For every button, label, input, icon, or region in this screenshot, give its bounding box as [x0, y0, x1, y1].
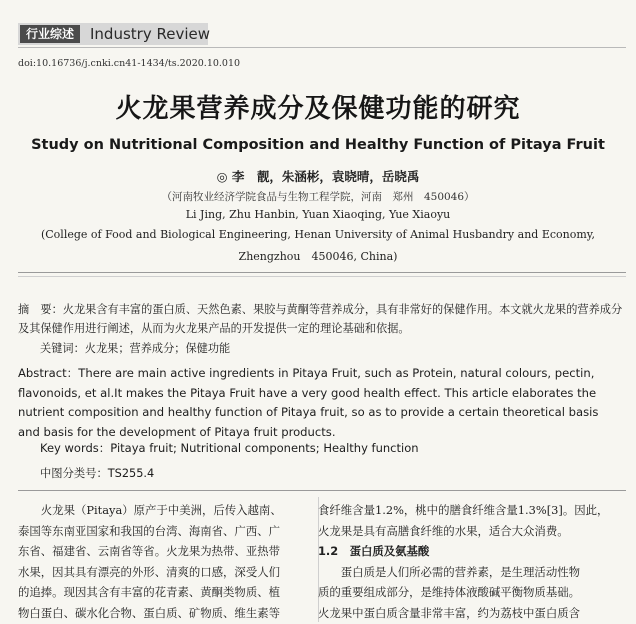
body-line: 质的重要组成部分，是维持体液酸碱平衡物质基础。: [318, 585, 580, 600]
affiliation-en-line1: (College of Food and Biological Engineering, Henan University of Animal Husbandry and Economy,: [40, 228, 596, 241]
body-column-right: [318, 500, 626, 624]
header-divider: [18, 47, 626, 48]
body-column-left: [18, 500, 308, 624]
section-label-en: Industry Review: [90, 25, 210, 43]
affiliation-en-line2: Zhengzhou 450046, China): [238, 250, 398, 263]
body-line: 水果，因其具有漂亮的外形、清爽的口感，深受人们: [18, 564, 280, 579]
body-line: 火龙果是具有高膳食纤维的水果，适合大众消费。: [318, 523, 569, 538]
section-heading: 1.2 蛋白质及氨基酸: [318, 544, 430, 559]
authors-en: Li Jing, Zhu Hanbin, Yuan Xiaoqing, Yue Xiaoyu: [185, 208, 451, 221]
body-line: 火龙果（Pitaya）原产于中美洲，后传入越南、: [18, 503, 282, 517]
body-line: 食纤维含量1.2%，桃中的膳食纤维含量1.3%[3]。因此，: [318, 503, 609, 517]
doi: doi:10.16736/j.cnki.cn41-1434/ts.2020.10.010: [18, 58, 241, 69]
body-top-rule: [18, 490, 626, 491]
body-line: 物白蛋白、碳水化合物、蛋白质、矿物质、维生素等: [18, 605, 280, 620]
body-line: 火龙果中蛋白质含量非常丰富，约为荔枝中蛋白质含: [318, 605, 580, 620]
keywords-en: Key words：Pitaya fruit; Nutritional components; Healthy function: [40, 441, 419, 455]
abstract-top-rule: [18, 272, 626, 273]
abstract-cn: 摘 要：火龙果含有丰富的蛋白质、天然色素、果胶与黄酮等营养成分，具有非常好的保健作用。本文就火龙果的营养成分及其保健作用进行阐述，从而为火龙果产品的开发提供一定的理论基础和依据。: [18, 303, 623, 335]
affiliation-cn: （河南牧业经济学院食品与生物工程学院，河南 郑州 450046）: [161, 191, 475, 203]
section-label-cn: 行业综述: [20, 25, 80, 43]
authors-cn: ◎ 李 靓，朱涵彬，袁晓晴，岳晓禹: [216, 169, 420, 184]
abstract-en: Abstract：There are main active ingredients in Pitaya Fruit, such as Protein, natural colours, pectin, flavonoids, et al.It makes the Pitaya Fruit have a very good health effect. This article elaborates the nutrient composition and healthy function of Pitaya fruit, so as to provide a certain theoretical basis and basis for the development of Pitaya fruit products.: [18, 366, 599, 439]
body-line: 的追捧。现因其含有丰富的花青素、黄酮类物质、植: [18, 585, 280, 600]
body-line: 蛋白质是人们所必需的营养素，是生理活动性物: [318, 564, 580, 579]
body-line: 泰国等东南亚国家和我国的台湾、海南省、广西、广: [18, 523, 280, 538]
abstract-top-rule-thin: [18, 276, 626, 277]
classification-number: 中图分类号：TS255.4: [40, 467, 155, 480]
body-line: 东省、福建省、云南省等省。火龙果为热带、亚热带: [18, 544, 280, 559]
title-cn: 火龙果营养成分及保健功能的研究: [115, 94, 521, 124]
title-en: Study on Nutritional Composition and Healthy Function of Pitaya Fruit: [31, 137, 605, 153]
keywords-cn: 关键词：火龙果；营养成分；保健功能: [40, 342, 231, 355]
